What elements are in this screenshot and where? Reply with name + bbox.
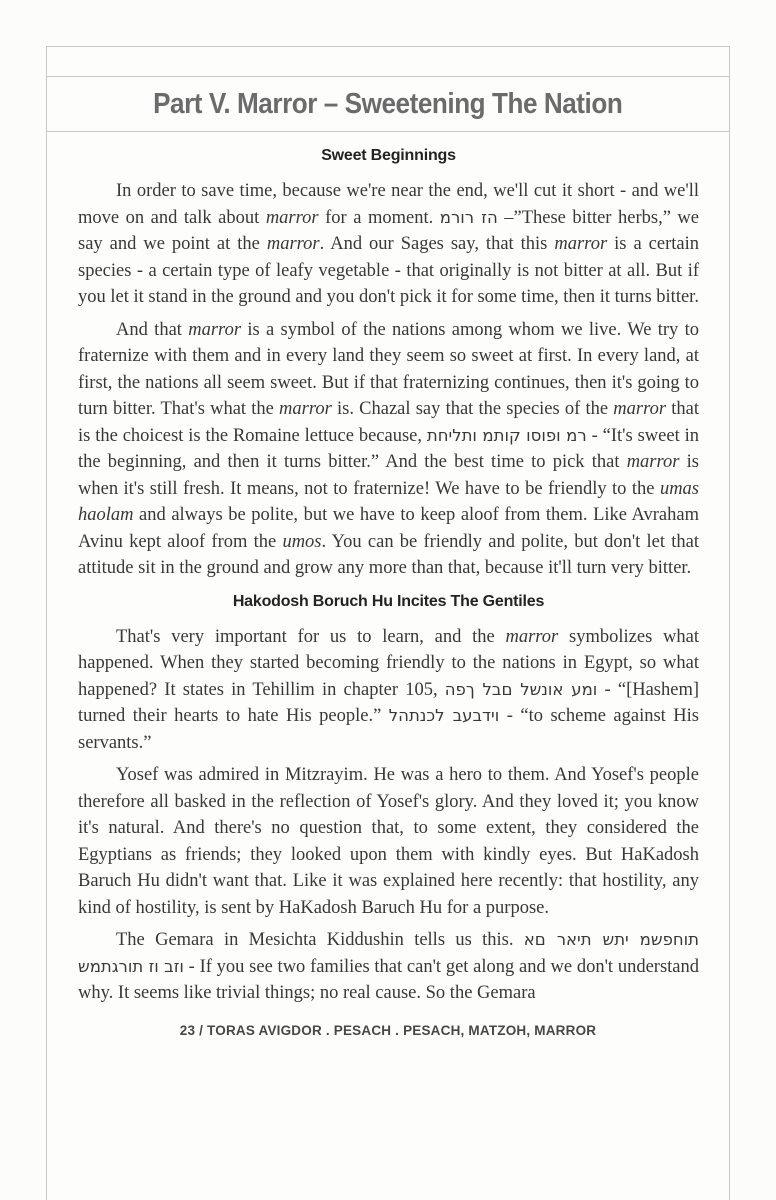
- paragraph: [78, 927, 699, 1007]
- italic-term: marror: [265, 207, 319, 228]
- text-run: Yosef was admired in Mitzrayim. He was a hero to them. And Yosef's people therefore all basked in the reflection of Yosef's glory. And they loved it; you know it's natural. And there's no question that, to some extent, they considered the Egyptians as friends; they looked upon them with kindly eyes. But HaKadosh Baruch Hu didn't want that. Like it was explained here recently: that hostility, any kind of hostility, is sent by HaKadosh Baruch Hu for a purpose.: [78, 765, 699, 918]
- section-heading: Hakodosh Boruch Hu Incites The Gentiles: [232, 592, 545, 610]
- italic-term: umas haolam: [78, 478, 699, 525]
- paragraph: [78, 178, 699, 311]
- text-run: . You can be friendly and polite, but don't let that attitude sit in the ground and grow any more than that, because it'll turn very bitter.: [78, 531, 699, 578]
- text-run: for a moment.: [318, 207, 440, 228]
- text-run: The Gemara in Mesichta Kiddushin tells us this.: [116, 930, 524, 950]
- text-run: - “It's sweet in the beginning, and then it turns bitter.” And the best time to pick that: [78, 425, 699, 472]
- text-run: And that: [116, 319, 189, 340]
- section-heading: Sweet Beginnings: [321, 147, 456, 164]
- hebrew-phrase: אם ראית שתי משפחות שמתגרות זו בזו: [78, 930, 699, 976]
- text-run: is. Chazal say that the species of the: [331, 399, 614, 419]
- hebrew-phrase: תחילתו מתוק וסופו מר: [426, 425, 587, 445]
- paragraph: [78, 317, 699, 582]
- part-title: Part V. Marror – Sweetening The Nation: [153, 87, 623, 120]
- text-run: - “[Hashem] turned their hearts to hate His people.”: [78, 679, 700, 726]
- italic-term: marror: [279, 399, 332, 419]
- italic-term: marror: [626, 452, 680, 472]
- paragraph: [78, 624, 699, 757]
- paragraph: [78, 762, 699, 921]
- hebrew-phrase: מרור זה: [439, 207, 498, 227]
- page-frame: [46, 46, 730, 1200]
- text-run: . And our Sages say, that this: [319, 234, 555, 254]
- italic-term: marror: [266, 234, 320, 254]
- text-run: - “to scheme against His servants.”: [78, 706, 699, 753]
- hebrew-phrase: הפך לבם לשנוא עמו: [444, 679, 598, 699]
- italic-term: umos: [282, 531, 322, 552]
- italic-term: marror: [613, 399, 667, 419]
- page-footer: 23 / TORAS AVIGDOR . PESACH . PESACH, MATZOH, MARROR: [179, 1022, 597, 1038]
- text-run: In order to save time, because we're near the end, we'll cut it short - and we'll move on and talk about: [78, 181, 699, 228]
- text-run: and always be polite, but we have to keep aloof from them. Like Avraham Avinu kept aloof from the: [78, 505, 699, 552]
- text-run: –”These bitter herbs,” we say and we point at the: [78, 207, 700, 254]
- hebrew-phrase: להתנכל בעבדיו: [388, 706, 500, 725]
- text-run: that is the choicest is the Romaine lettuce because,: [78, 399, 699, 446]
- italic-term: marror: [188, 319, 242, 340]
- text-run: symbolizes what happened. When they started becoming friendly to the nations in Egypt, so what happened? It states in Tehillim in chapter 105,: [78, 626, 700, 700]
- text-run: is when it's still fresh. It means, not to fraternize! We have to be friendly to the: [78, 452, 699, 499]
- text-run: - If you see two families that can't get along and we don't understand why. It seems like trivial things; no real cause. So the Gemara: [78, 956, 699, 1003]
- text-run: is a certain species - a certain type of leafy vegetable - that originally is not bitter at all. But if you let it stand in the ground and you don't pick it for some time, then it turns bitter.: [78, 234, 699, 307]
- text-run: That's very important for us to learn, and the: [116, 626, 506, 647]
- italic-term: marror: [505, 626, 559, 647]
- article-content: [47, 132, 729, 1007]
- italic-term: marror: [554, 234, 608, 254]
- title-band: [47, 77, 729, 132]
- text-run: is a symbol of the nations among whom we live. We try to fraternize with them and in every land they seem so sweet at first. In every land, at first, the nations all seem sweet. But if that fraternizing continues, then it's going to turn bitter. That's what the: [78, 319, 699, 419]
- header-strip: [47, 47, 729, 77]
